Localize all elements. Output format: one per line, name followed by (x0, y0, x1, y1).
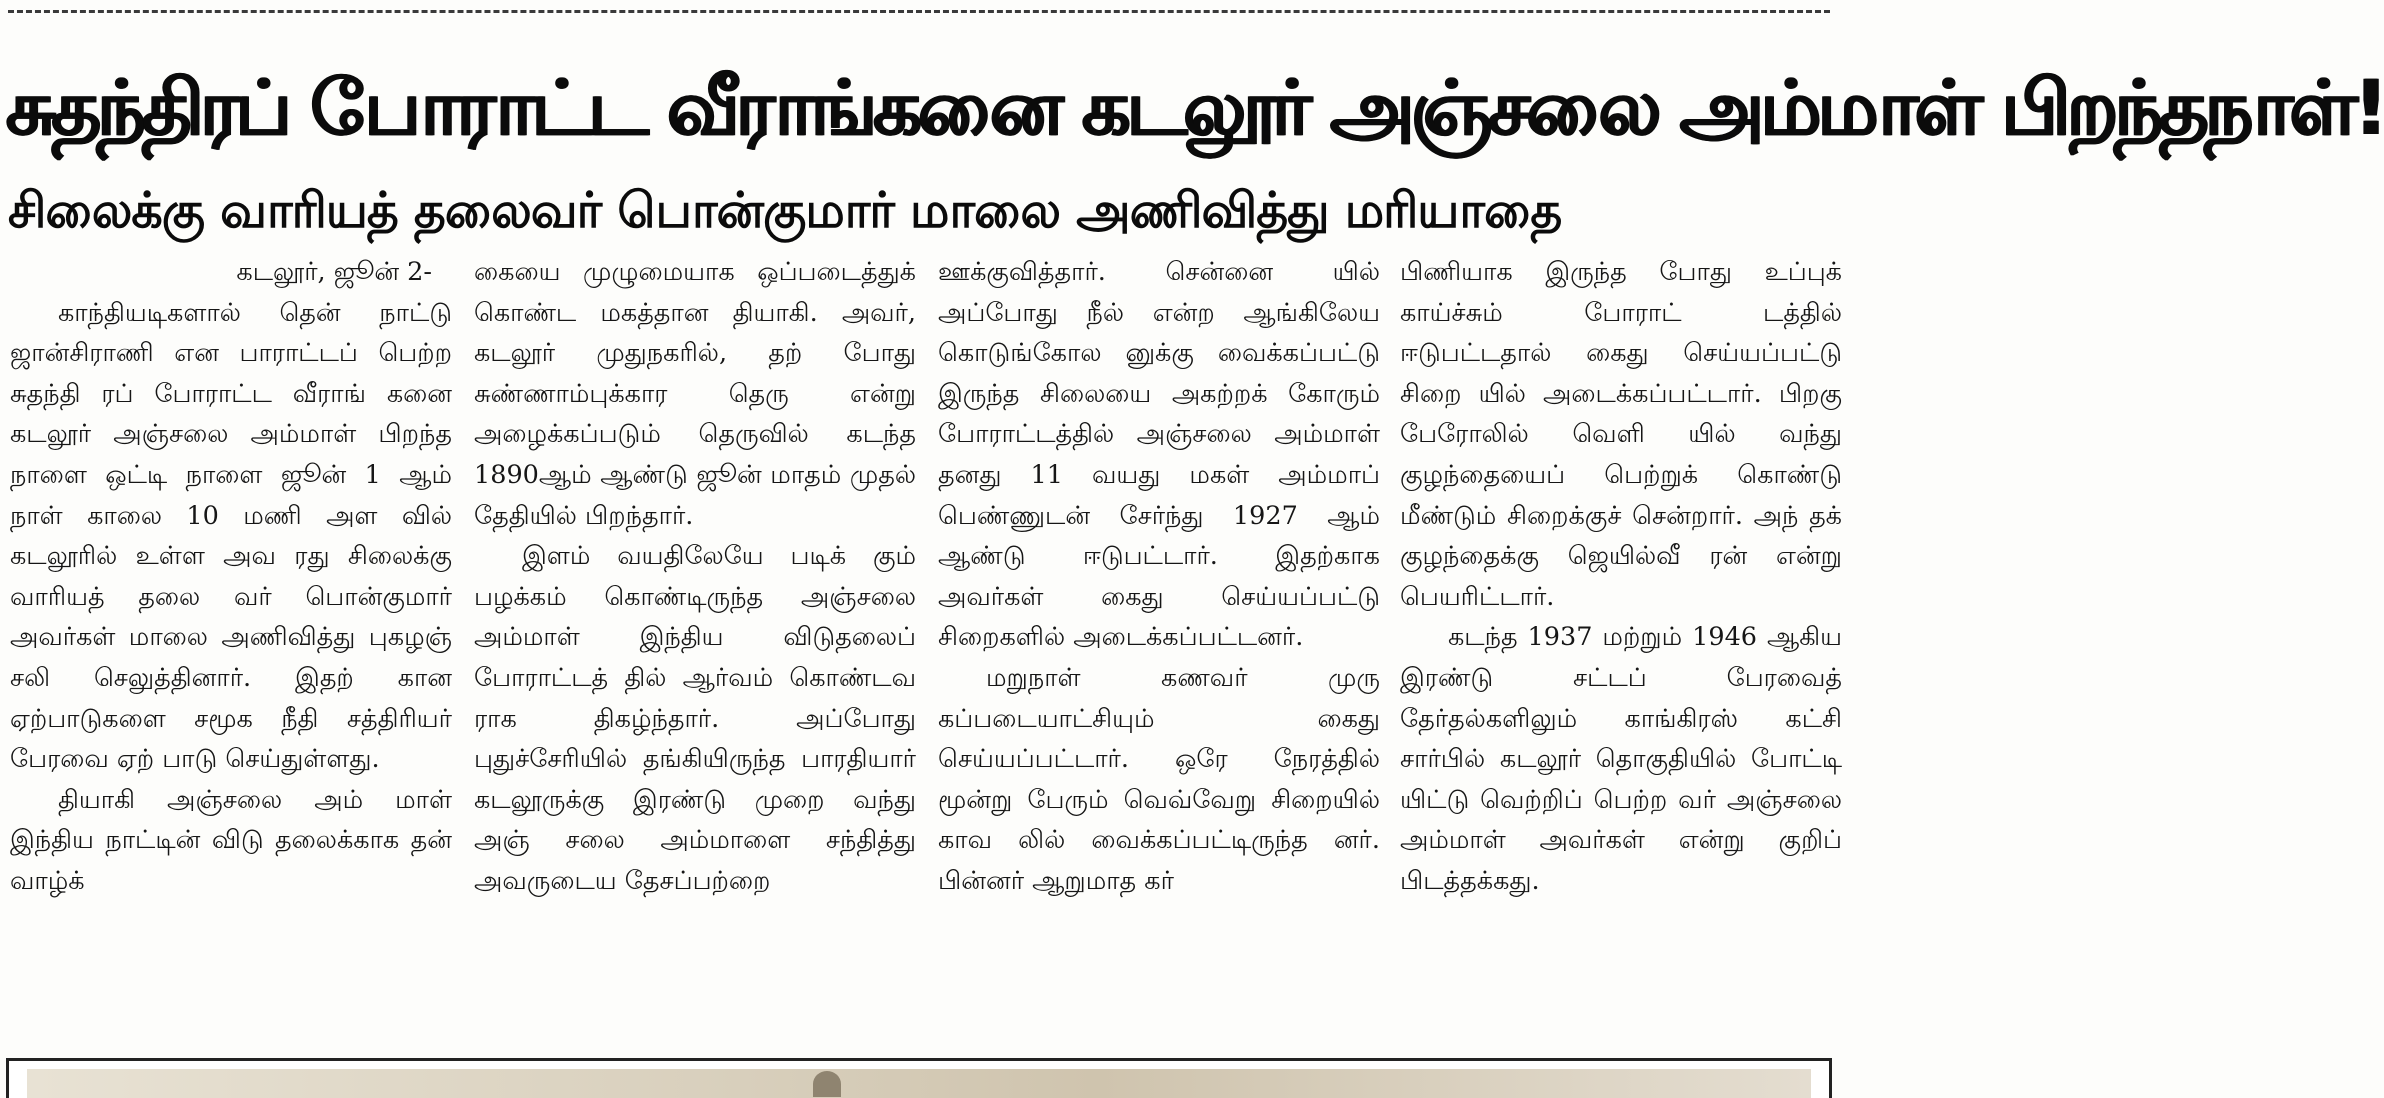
subheadline: சிலைக்கு வாரியத் தலைவர் பொன்குமார் மாலை அணிவித்து மரியாதை (8, 182, 1562, 239)
dateline: கடலூர், ஜூன் 2- (236, 257, 432, 287)
photo-detail (813, 1071, 841, 1097)
photo-image (27, 1069, 1811, 1098)
article-paragraph: தியாகி அஞ்சலை அம் மாள் இந்திய நாட்டின் விடு தலைக்காக தன் வாழ்க் (10, 784, 452, 896)
article-paragraph: கையை முழுமையாக ஒப்படைத்துக் கொண்ட மகத்தான தியாகி. அவர், கடலூர் முதுநகரில், தற் போது சுண்ணாம்புக்கார தெரு என்று அழைக்கப்படும் தெருவில் கடந்த 1890ஆம் ஆண்டு ஜூன் மாதம் முதல் தேதியில் பிறந்தார். (474, 257, 916, 531)
photo-frame (6, 1058, 1832, 1098)
article-paragraph: காந்தியடிகளால் தென் நாட்டு ஜான்சிராணி என பாராட்டப் பெற்ற சுதந்தி ரப் போராட்ட வீராங் கனை கடலூர் அஞ்சலை அம்மாள் பிறந்த நாளை ஒட்டி நாளை ஜூன் 1 ஆம் நாள் காலை 10 மணி அள வில் கடலூரில் உள்ள அவ ரது சிலைக்கு வாரியத் தலை வர் பொன்குமார் அவர்கள் மாலை அணிவித்து புகழஞ் சலி செலுத்தினார். இதற் கான ஏற்பாடுகளை சமூக நீதி சத்திரியர் பேரவை ஏற் பாடு செய்துள்ளது. (10, 297, 452, 775)
article-paragraph: பிணியாக இருந்த போது உப்புக் காய்ச்சும் போராட் டத்தில் ஈடுபட்டதால் கைது செய்யப்பட்டு சிறை யில் அடைக்கப்பட்டார். பிறகு பேரோலில் வெளி யில் வந்து குழந்தையைப் பெற்றுக் கொண்டு மீண்டும் சிறைக்குச் சென்றார். அந் தக் குழந்தைக்கு ஜெயில்வீ ரன் என்று பெயரிட்டார். (1400, 257, 1842, 612)
article-column-2 (474, 252, 916, 1052)
article-paragraph: ஊக்குவித்தார். சென்னை யில் அப்போது நீல் என்ற ஆங்கிலேய கொடுங்கோல னுக்கு வைக்கப்பட்டு இருந்த சிலையை அகற்றக் கோரும் போராட்டத்தில் அஞ்சலை அம்மாள் தனது 11 வயது மகள் அம்மாப் பெண்ணுடன் சேர்ந்து 1927 ஆம் ஆண்டு ஈடுபட்டார். இதற்காக அவர்கள் கைது செய்யப்பட்டு சிறைகளில் அடைக்கப்பட்டனர். (938, 257, 1380, 653)
article-paragraph: மறுநாள் கணவர் முரு கப்படையாட்சியும் கைது செய்யப்பட்டார். ஒரே நேரத்தில் மூன்று பேரும் வெவ்வேறு சிறையில் காவ லில் வைக்கப்பட்டிருந்த னர். பின்னர் ஆறுமாத கர் (938, 662, 1380, 896)
headline: சுதந்திரப் போராட்ட வீராங்கனை கடலூர் அஞ்சலை அம்மாள் பிறந்தநாள்! (6, 63, 2384, 152)
article-column-3 (938, 252, 1380, 1052)
article-paragraph: இளம் வயதிலேயே படிக் கும் பழக்கம் கொண்டிருந்த அஞ்சலை அம்மாள் இந்திய விடுதலைப் போராட்டத் தில் ஆர்வம் கொண்டவ ராக திகழ்ந்தார். அப்போது புதுச்சேரியில் தங்கியிருந்த பாரதியார் கடலூருக்கு இரண்டு முறை வந்து அஞ் சலை அம்மாளை சந்தித்து அவருடைய தேசப்பற்றை (474, 541, 916, 896)
article-paragraph: கடந்த 1937 மற்றும் 1946 ஆகிய இரண்டு சட்டப் பேரவைத் தேர்தல்களிலும் காங்கிரஸ் கட்சி சார்பில் கடலூர் தொகுதியில் போட்டி யிட்டு வெற்றிப் பெற்ற வர் அஞ்சலை அம்மாள் அவர்கள் என்று குறிப் பிடத்தக்கது. (1400, 622, 1842, 896)
article-column-1 (10, 252, 452, 1052)
top-dashed-rule (8, 10, 1830, 13)
article-column-4 (1400, 252, 1842, 1052)
